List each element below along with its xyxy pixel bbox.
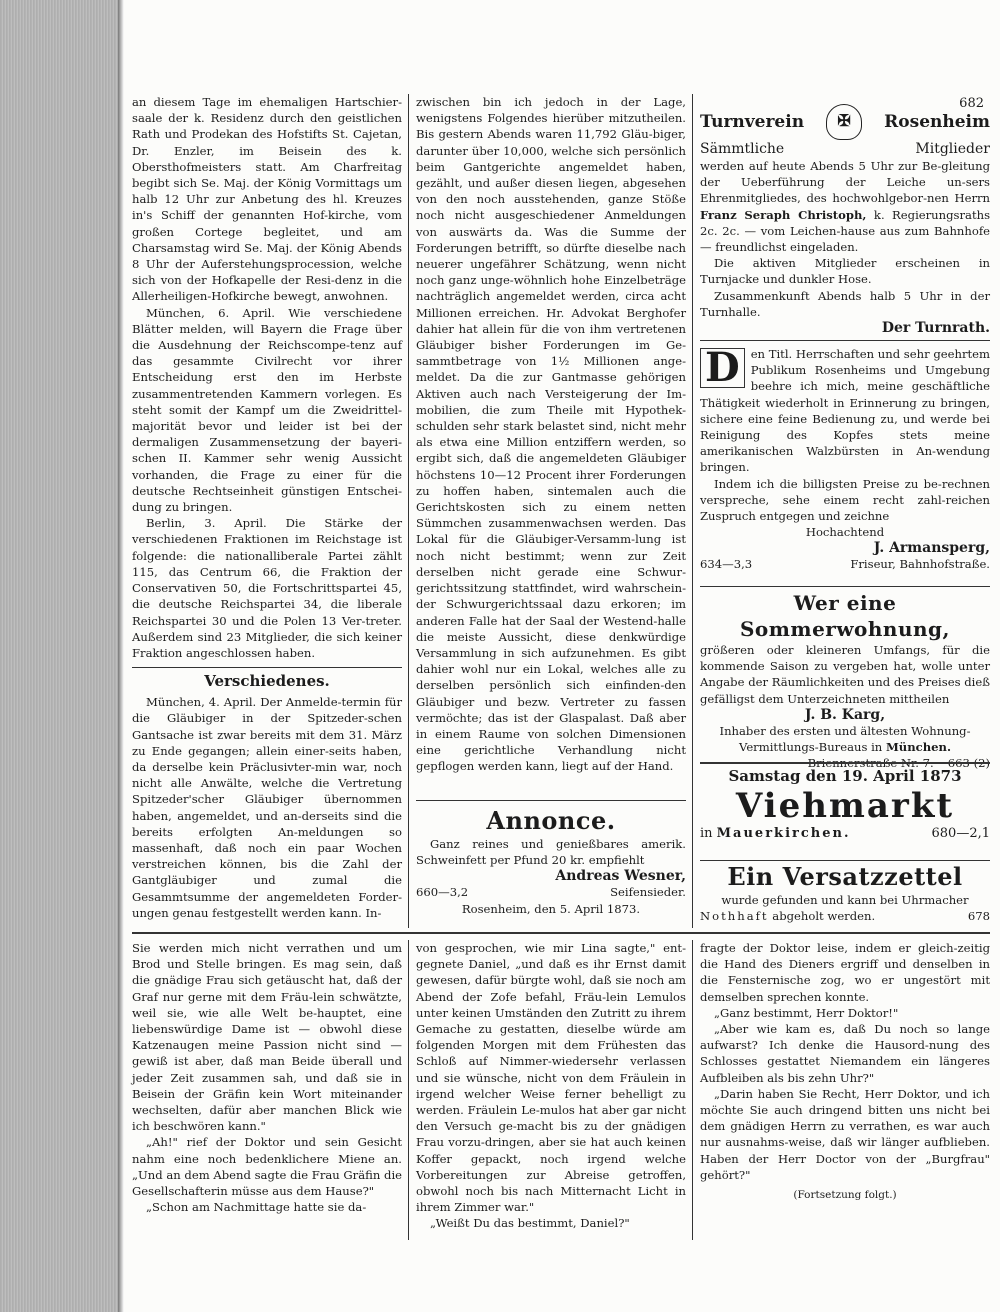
feuilleton-column-2 [416, 940, 686, 1240]
news-paragraph: München, 6. April. Wie verschiedene Blätter melden, will Bayern die Frage über die Ausdehnung der Reichscompe-tenz auf das gesammte Civilrecht vor ihrer Entscheidung erst den im Herbste zusammentretenden Kammern vorlegen. Es steht somit der Kampf um die Zweidrittel-majorität bevor und leider ist bei der dermaligen Zusammensetzung der bayeri-schen II. Kammer sehr wenig Aussicht vorhanden, die Frage zu einer für die deutsche Rechtseinheit günstigen Entschei-dung zu bringen. [132, 305, 402, 515]
versatzzettel-text-2: abgeholt werden. [772, 909, 876, 924]
versatzzettel-ad [700, 862, 990, 928]
annonce-signature: Andreas Wesner, [555, 868, 686, 885]
armansperg-text: en Titl. Herrschaften und sehr geehrtem Publikum Rosenheims und Umgebung beehre ich mich, meine geschäftliche Thätigkeit wiederholt in Erinnerung zu bringen, sichere eine feine Bedienung zu, und werde bei Reinigung des Kopfes stets meine amerikanischen Walzbürsten in An-wendung bringen. [700, 347, 990, 475]
story-paragraph: „Ah!" rief der Doktor und sein Gesicht nahm eine noch bedenklichere Miene an. „Und an dem Abend sagte die Frau Gräfin die Gesellschafterin müsse aus dem Hause?" [132, 1135, 403, 1199]
viehmarkt-place-prefix: in [700, 826, 713, 841]
section-divider [132, 667, 402, 668]
story-paragraph: „Aber wie kam es, daß Du noch so lange aufwarst? Ich denke die Hausord-nung des Schlosses gestattet Niemandem ein längeres Aufbleiben als bis zehn Uhr?" [700, 1022, 990, 1085]
feuilleton-column-1 [132, 940, 402, 1240]
turnverein-ad [700, 104, 991, 337]
viehmarkt-title: Viehmarkt [735, 786, 955, 826]
turnverein-title-left: Turnverein [700, 112, 805, 132]
news-paragraph: zwischen bin ich jedoch in der Lage, wenigstens Folgendes hierüber mitzutheilen. Bis gestern Abends waren 11,792 Gläu-biger, darunter über 10,000, welche sich persönlich beim Gantgerichte angemeldet haben, gezählt, und außer diesen liegen, abgesehen von den noch ausstehenden, ganze Stöße noch nicht ausgeschiedener Anmeldungen von auswärts da. Was die Summe der Forderungen betrifft, so dürfte dieselbe nach neuerer ungefährer Schätzung, wenn nicht noch ganz unge-wöhnlich hohe Einzelbeträge nachträglich angemeldet werden, circa acht Millionen erreichen. Hr. Advokat Berghofer dahier hat allein für die von ihm vertretenen Gläubiger bisher Forderungen im Ge-sammtbetrage von 1½ Millionen ange-meldet. Da die zur Gantmasse gehörigen Aktiven auch nach Versteigerung der Im-mobilien, die zum Theile mit Hypothek-schulden sehr stark belastet sind, nicht mehr als etwa eine Million entziffern werden, so ergibt sich, daß die angemeldeten Gläubiger höchstens 10—12 Procent ihrer Forderungen zu hoffen haben, sintemalen auch die Gerichtskosten sich zu einem netten Sümmchen zusammenwachsen werden. Das Lokal für die Gläubiger-Versamm-lung ist noch nicht bestimmt; wenn zur Zeit derselben nicht gerade eine Schwur-gerichtssitzung stattfindet, wird wahrschein-der Schwurgerichtssaal dazu erkoren; im anderen Falle hat der Saal der Westend-halle die meiste Aussicht, diese denkwürdige Versammlung in sich aufzunehmen. Es gibt dahier wohl nur ein Lokal, welches alle zu derselben persönlich sich einfinden-den Gläubiger und bezw. Vertreter zu fassen vermöchte; das ist der Glaspalast. Daß aber in einem Raume von solchen Dimensionen eine gerichtliche Verhandlung nicht gepflogen werden kann, liegt auf der Hand. [416, 95, 686, 774]
ad-divider [700, 860, 990, 861]
turnverein-sub-left: Sämmtliche [700, 141, 785, 157]
story-paragraph: „Ganz bestimmt, Herr Doktor!" [714, 1005, 899, 1020]
annonce-code: 660—3,2 [416, 885, 469, 900]
story-paragraph: fragte der Doktor leise, indem er gleich-zeitig die Hand des Dieners ergriff und denselben in die Fensternische zog, wo er ungestört mit demselben sprechen konnte. [700, 941, 990, 1004]
section-heading-verschiedenes: Verschiedenes. [204, 672, 330, 691]
viehmarkt-date: Samstag den 19. April 1873 [728, 767, 962, 785]
turnverein-name: Franz Seraph Christoph, [700, 207, 867, 222]
story-paragraph: von gesprochen, wie mir Lina sagte," ent-gegnete Daniel, „und daß es ihr Ernst damit gewesen, dafür bürgte wohl, daß sie noch am Abend der Zofe befahl, Fräu-lein Lemulos unter keinen Umständen den Zutritt zu ihrem Gemache zu gestatten, dieselbe würde am folgenden Morgen mit dem Frühesten das Schloß auf Nimmer-wiedersehr verlassen und sie wünsche, nicht von dem Fräulein in irgend welcher Weise ferner behelligt zu werden. Fräulein Le-mulos hat aber gar nicht den Versuch ge-macht bis zu der gnädigen Frau vorzu-dringen, aber sie hat auch keinen Koffer gepackt, noch irgend welche Vorbereitungen zur Abreise getroffen, obwohl noch bis nach Mitternacht Licht in ihrem Zimmer war." [416, 941, 686, 1215]
sommerwohnung-city: München. [885, 740, 951, 755]
turnverein-text-3: Die aktiven Mitglieder erscheinen in Turnjacke und dunkler Hose. [700, 256, 990, 287]
viehmarkt-ad [700, 766, 990, 858]
top-column-1 [132, 94, 402, 926]
column-rule [408, 94, 409, 928]
sommerwohnung-ad [700, 590, 990, 758]
ad-divider [700, 340, 990, 341]
armansperg-text-2: Indem ich die billigsten Preise zu be-rechnen verspreche, sehe einem recht zahl-reichen Zuspruch entgegen und zeichne [700, 476, 990, 524]
turnverein-sub-right: Mitglieder [915, 141, 990, 157]
column-rule [408, 940, 409, 1240]
continued-note: (Fortsetzung folgt.) [793, 1189, 897, 1202]
versatzzettel-title: Ein Versatzzettel [727, 862, 963, 891]
story-paragraph: Sie werden mich nicht verrathen und um Brod und Stelle bringen. Es mag sein, daß die gnädige Frau sich getäuscht hat, daß der Graf nur gerne mit dem Fräu-lein schwätzte, weil sie, wie alle Welt be-hauptet, eine liebenswürdige Dame ist — obwohl diese Katzenaugen meine Passion nicht sind — gewiß ist aber, daß man Beide überall und jeder Zeit zusammen sah, und daß sie in Beisein der Gräfin kein Wort miteinander wechselten, dafür aber manchen Blick wie ich beschwören kann." [132, 941, 402, 1134]
turnverein-emblem-icon: ✠ [826, 104, 862, 140]
annonce-title: Annonce. [486, 806, 616, 835]
newspaper-page [124, 0, 1000, 1312]
news-paragraph: München, 4. April. Der Anmelde-termin für die Gläubiger in der Spitzeder-schen Gantsache ist zwar bereits mit dem 31. März zu Ende gegangen; allein einer-seits haben, da derselbe kein Präclusivter-min war, noch nicht alle Anwälte, welche die Vertretung Spitzeder'scher Gläubiger übernommen haben, angemeldet, und an-derseits sind die bereits erfolgten An-meldungen so massenhaft, daß noch ein paar Wochen verstreichen können, bis die Zahl der Gantgläubiger und zumal die Gesammtsumme der angemeldeten Forder-ungen genau festgestellt werden kann. In- [132, 695, 402, 920]
story-paragraph: „Darin haben Sie Recht, Herr Doktor, und ich möchte Sie auch dringend bitten uns nicht bei dem gnädigen Herrn zu verrathen, es war auch nur ausnahms-weise, daß wir länger aufblieben. Haben der Herr Doctor von der „Burgfrau" gehört?" [700, 1086, 990, 1182]
annonce-text: Ganz reines und genießbares amerik. Schweinfett per Pfund 20 kr. empfiehlt [416, 837, 686, 868]
story-paragraph: „Schon am Nachmittage hatte sie da- [146, 1200, 367, 1215]
armansperg-code: 634—3,3 [700, 557, 753, 572]
armansperg-profession: Friseur, Bahnhofstraße. [850, 557, 990, 572]
armansperg-greeting: Hochachtend [805, 525, 885, 540]
column-rule [692, 940, 693, 1240]
armansperg-dropcap: D [700, 348, 745, 388]
turnverein-text: werden auf heute Abends 5 Uhr zur Be-gleitung der Ueberführung der Leiche un-sers Ehrenmitgliedes, des hochwohlgebor-nen Herrn [700, 159, 990, 206]
annonce-profession: Seifensieder. [610, 885, 686, 900]
news-paragraph: an diesem Tage im ehemaligen Hartschier-saale der k. Residenz durch den geistlichen Rath und Prodekan des Hofstifts St. Cajetan, Dr. Enzler, im Beisein des k. Obersthofmeisters statt. Am Charfreitag begibt sich Se. Maj. der König Vormittags um halb 12 Uhr zur Anbetung des hl. Kreuzes in's Schiff der genannten Hof-kirche, vom großen Cortege begleitet, und am Charsamstag wird Se. Maj. der König Abends 8 Uhr der Auferstehungsprocession, welche sich von der Hofkapelle der Resi-denz in die Allerheiligen-Hofkirche bewegt, anwohnen. [132, 95, 402, 304]
armansperg-ad [700, 346, 990, 584]
book-spine-edge [0, 0, 118, 1312]
sommerwohnung-text-2: Inhaber des ersten und ältesten Wohnung-Vermittlungs-Bureaus in [719, 723, 971, 755]
sommerwohnung-text: größeren oder kleineren Umfangs, für die kommende Saison zu vergeben hat, wolle unter Angabe der Räumlichkeiten und des Preises dieß gefälligst dem Unterzeichneten mittheilen [700, 643, 990, 706]
turnverein-text-2: k. Regierungsraths 2c. 2c. — vom Leichen-hause aus zum Bahnhofe — freundlichst eingeladen. [700, 207, 991, 255]
column-rule [692, 94, 693, 928]
turnverein-title-right: Rosenheim [884, 112, 990, 132]
ad-divider [416, 800, 686, 801]
versatzzettel-text: wurde gefunden und kann bei Uhrmacher [721, 893, 969, 907]
annonce-ad [416, 806, 686, 926]
turnverein-signature: Der Turnrath. [881, 320, 990, 337]
feuilleton-column-3 [700, 940, 990, 1240]
page-number: 682 [959, 96, 984, 111]
news-paragraph: Berlin, 3. April. Die Stärke der verschiedenen Fraktionen im Reichstage ist folgende: die nationalliberale Partei zählt 115, das Centrum 66, die Fraktion der Conservativen 50, die Fortschrittspartei 45, die deutsche Reichspartei 34, die liberale Reichspartei 30 und die Polen 13 Ver-treter. Außerdem sind 23 Mitglieder, die sich keiner Fraktion angeschlossen haben. [132, 516, 402, 660]
armansperg-signature: J. Armansperg, [873, 540, 990, 557]
versatzzettel-name: Nothhaft [700, 909, 769, 924]
viehmarkt-code: 680—2,1 [931, 826, 990, 841]
sommerwohnung-signature: J. B. Karg, [804, 706, 886, 723]
versatzzettel-code: 678 [967, 909, 990, 924]
viehmarkt-place: Mauerkirchen. [716, 826, 851, 841]
feuilleton-separator [132, 932, 990, 934]
sommerwohnung-title: Wer eine Sommerwohnung, [739, 591, 951, 641]
ad-divider [700, 762, 990, 764]
ad-divider [700, 586, 990, 587]
story-paragraph: „Weißt Du das bestimmt, Daniel?" [430, 1216, 630, 1231]
annonce-dateline: Rosenheim, den 5. April 1873. [461, 901, 641, 916]
top-column-2 [416, 94, 686, 794]
turnverein-text-4: Zusammenkunft Abends halb 5 Uhr in der Turnhalle. [700, 288, 990, 319]
